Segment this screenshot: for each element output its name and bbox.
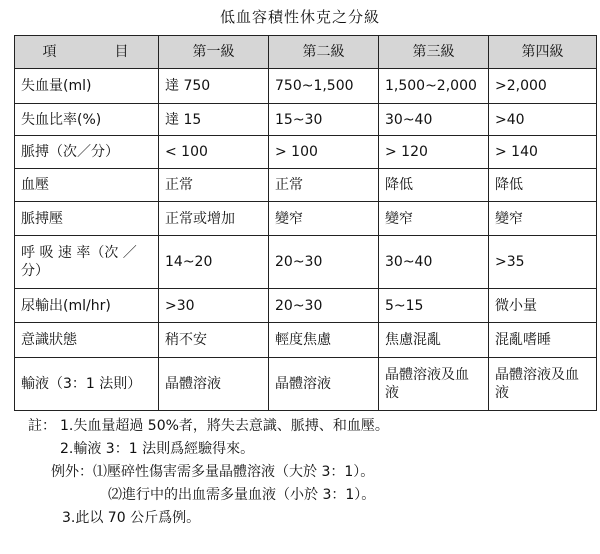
table-cell: 1,500~2,000 — [379, 69, 489, 104]
table-cell: > 100 — [269, 136, 379, 169]
table-row — [15, 69, 597, 104]
row-label: 失血量(ml) — [15, 69, 159, 104]
table-cell: >35 — [489, 236, 597, 289]
column-header-item: 項 目 — [15, 36, 159, 69]
table-row — [15, 169, 597, 202]
table-cell: 正常或增加 — [159, 202, 269, 236]
row-label: 呼 吸 速 率（次 ／分） — [15, 236, 159, 289]
table-cell: 20~30 — [269, 236, 379, 289]
table-cell: 變窄 — [379, 202, 489, 236]
table-cell: > 120 — [379, 136, 489, 169]
table-cell: 正常 — [159, 169, 269, 202]
footnote-line-4 — [28, 484, 588, 507]
table-row — [15, 236, 597, 289]
table-row — [15, 136, 597, 169]
row-label: 尿輸出(ml/hr) — [15, 289, 159, 323]
row-label: 血壓 — [15, 169, 159, 202]
table-cell: 750~1,500 — [269, 69, 379, 104]
table-cell: 達 15 — [159, 104, 269, 136]
table-cell: < 100 — [159, 136, 269, 169]
row-label: 失血比率(%) — [15, 104, 159, 136]
table-cell: > 140 — [489, 136, 597, 169]
table-cell: 降低 — [489, 169, 597, 202]
footnote-text: 例外：⑴壓碎性傷害需多量晶體溶液（大於 3：1）。 — [51, 464, 375, 480]
footnote-line-2 — [28, 438, 588, 461]
footnote-text: 2.輸液 3：1 法則爲經驗得來。 — [60, 441, 255, 457]
table-cell: 15~30 — [269, 104, 379, 136]
row-label: 意識狀態 — [15, 323, 159, 358]
table-cell: 14~20 — [159, 236, 269, 289]
table-cell: 20~30 — [269, 289, 379, 323]
table-cell: 晶體溶液及血液 — [489, 358, 597, 411]
footnote-text: 1.失血量超過 50%者，將失去意識、脈搏、和血壓。 — [60, 418, 389, 434]
table-cell: 晶體溶液 — [159, 358, 269, 411]
table-cell: 輕度焦慮 — [269, 323, 379, 358]
footnote-text: 3.此以 70 公斤爲例。 — [62, 510, 201, 526]
table-cell: >40 — [489, 104, 597, 136]
table-row — [15, 358, 597, 411]
table-row — [15, 289, 597, 323]
table-row — [15, 202, 597, 236]
table-cell: 降低 — [379, 169, 489, 202]
row-label: 脈搏（次／分） — [15, 136, 159, 169]
footnote-line-3 — [28, 461, 588, 484]
row-label: 脈搏壓 — [15, 202, 159, 236]
table-row — [15, 323, 597, 358]
table-cell: 變窄 — [489, 202, 597, 236]
table-cell: 混亂嗜睡 — [489, 323, 597, 358]
page-title: 低血容積性休克之分級 — [219, 8, 380, 26]
table-cell: 晶體溶液 — [269, 358, 379, 411]
table-cell: 變窄 — [269, 202, 379, 236]
footnotes — [28, 415, 588, 530]
footnote-line-5 — [28, 507, 588, 530]
table-cell: 稍不安 — [159, 323, 269, 358]
table-cell: 達 750 — [159, 69, 269, 104]
table-cell: 正常 — [269, 169, 379, 202]
shock-classification-table — [14, 35, 597, 411]
table-cell: 微小量 — [489, 289, 597, 323]
table-cell: 5~15 — [379, 289, 489, 323]
table-cell: 焦慮混亂 — [379, 323, 489, 358]
table-header-row — [15, 36, 597, 69]
footnote-prefix: 註： — [28, 418, 56, 434]
table-row — [15, 104, 597, 136]
footnote-text: ⑵進行中的出血需多量血液（小於 3：1）。 — [108, 487, 376, 503]
table-cell: 30~40 — [379, 104, 489, 136]
column-header-grade-1: 第一級 — [159, 36, 269, 69]
column-header-grade-2: 第二級 — [269, 36, 379, 69]
column-header-grade-3: 第三級 — [379, 36, 489, 69]
column-header-grade-4: 第四級 — [489, 36, 597, 69]
table-cell: 晶體溶液及血液 — [379, 358, 489, 411]
table-cell: >30 — [159, 289, 269, 323]
row-label: 輸液（3：1 法則） — [15, 358, 159, 411]
footnote-line-1 — [28, 415, 588, 438]
table-cell: >2,000 — [489, 69, 597, 104]
table-cell: 30~40 — [379, 236, 489, 289]
